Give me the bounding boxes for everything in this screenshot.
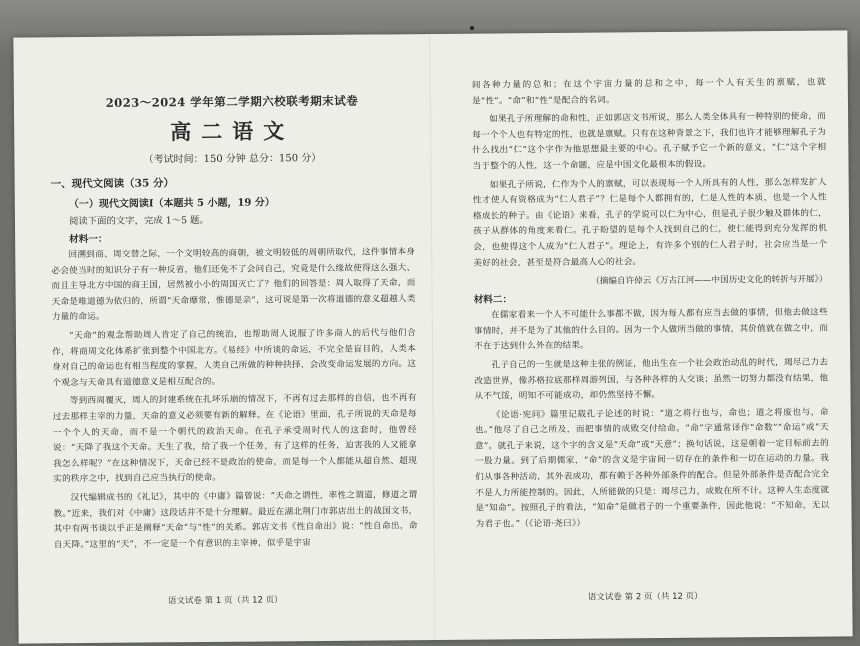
page-footer: 语文试卷 第 2 页（共 12 页）	[587, 591, 703, 603]
page-right	[433, 30, 852, 640]
page-left	[13, 34, 432, 644]
material-label: 材料一：	[69, 233, 108, 246]
paragraph: 回溯到商、周交替之际，一个文明较高的商朝，被文明较低的周朝所取代，这件事情本身必会使当时的知识分子有一种反省，他们还免不了会问自己，究竟是什么缘故使得这么强大、而且主导北方中国的商王国，居然被小小的周国灭亡了？他们的回答是：周人取得了天命，而天命是唯道德为依归的，所谓“天命靡常，惟德是亲”，这可说是第一次将道德的意义超越人类力量的命运。	[51, 247, 416, 323]
subject-title: 高二语文	[170, 118, 295, 145]
paragraph: 孔子自己的一生就是这种主张的例证，他出生在一个社会政治动乱的时代，竭尽己力去改造世界，像苏格拉底那样周游列国，与各种各样的人交谈；虽然一切努力都没有结果，他从不气馁，明知不可能成功，却仍然坚持不懈。	[474, 357, 829, 402]
paragraph: “天命”的观念帮助周人肯定了自己的统治，也帮助周人说服了许多商人的后代与他们合作，将商周文化体系扩张到整个中国北方。《易经》中所谈的命运，不完全是盲目的，人类本身对自己的命运也有相当程度的掌握，人类自己所做的种种抉择，会改变命运发展的方向。这个观念与天命具有道德意义是相互配合的。	[52, 328, 417, 389]
material-label: 材料二：	[473, 294, 513, 306]
subsection-heading: （一）现代文阅读Ⅰ（本题共 5 小题，19 分）	[68, 197, 275, 211]
page-left-content	[50, 92, 418, 553]
paragraph: 间各种力量的总和；在这个宇宙力量的总和之中，每一个人有天生的禀赋，也就是“性”。“命”和“性”是配合的名词。	[471, 77, 826, 107]
ink-dot	[470, 26, 474, 30]
page-right-content	[472, 73, 830, 534]
paragraph: 等到西周覆灭，周人的封建系统在扎坏乐崩的情况下，不再有过去那样的自信，也不再有过去那样主宰的力量，天命的意义必须要有新的解释。在《论语》里面，孔子所说的天命是每一个个人的天命，而不是一个朝代的政治天命。在孔子承受周时代人的这套时，他曾经说：“天降了我这个天命。天生了我，给了我一个任务，有了这样的任务，迫害我的人又能拿我怎么样呢？”在这种情况下，天命已经不是政治的使命，而是每一个人都能从超自然、超现实的秩序之中，找到自己应当执行的使命。	[52, 393, 418, 485]
exam-info: （考试时间：150 分钟 总分：150 分）	[143, 152, 322, 166]
exam-title: 2023～2024 学年第二学期六校联考期末试卷	[105, 93, 359, 110]
paragraph: 在儒家看来一个人不可能什么事都不做，因为每人都有应当去做的事情，但他去做这些事情时，并不是为了其他的什么目的。因为一个人做所当做的事情，其价值就在做之中，而不在于达到什么外在的结果。	[473, 307, 828, 352]
paragraph: 汉代编辑成书的《礼记》，其中的《中庸》篇曾说：“天命之谓性，率性之谓道，修道之谓教。”近来，我们对《中庸》这段话并不是十分理解。最近在湖北荆门市郭店出土的战国文书，其中有两书谈以乎正是阐释“天命”与“性”的关系。郭店文书《性自命出》说：“性自命出，命自天降。”这里的“天”，不一定是一个有意识的主宰神，似乎是宇宙	[53, 490, 418, 551]
section-heading: 一、现代文阅读（35 分）	[50, 177, 174, 191]
paragraph: 《论语·宪问》篇里记载孔子论述的时说：“道之将行也与，命也；道之将废也与，命也。”他尽了自己之所及，而把事情的成败交付给命。“命”字通常译作“命数”“命运”或“天意”。就孔子来说，这个字的含义是“天命”或“天意”；换句话说，这是朝着一定目标前去的一股力量。到了后期儒家，“命”的含义是宇宙间一切存在的条件和一切在运动的力量。我们从事各种活动，其外表成功，都有赖于各种外部条件的配合。但是外部条件是否配合完全不是人力所能控制的。因此，人所能做的只是：竭尽己力，成败在所不计。这种人生态度就是“知命”。按照孔子的看法，“知命”是做君子的一个重要条件，因此他说：“不知命，无以为君子也。”（《论语·尧曰》）	[474, 407, 830, 530]
paragraph: 如果孔子所理解的命和性，正如郭店文书所说，那么人类全体具有一种特别的使命，而每一个个人也有特定的性，也就是禀赋。只有在这种背景之下，我们也许才能够理解孔子为什么找出“仁”这个字作为他思想最主要的中心。孔子赋予它一个新的意义，“仁”这个字相当于整个的人性，这一个命题，应是中国文化最根本的假设。	[472, 111, 827, 172]
paragraph: 如果孔子所说，仁作为个人的禀赋，可以表现每一个人所具有的人性，那么怎样发扩人性才使人有资格成为“仁人君子”？仁是每个人都拥有的，仁是人性的本质，也是一个人性格成长的种子。由《论语》来看，孔子的学说可以仁为中心，但是孔子很少触及群体的仁，孩子从群体的角度来看仁。孔子盼望的是每个人找到自己的仁，使仁能得到充分发挥的机会，也使得这个人成为“仁人君子”。理论上，有许多个别的仁人君子时，社会应当是一个美好的社会，甚至是符合最高人心的社会。	[472, 177, 828, 269]
instruction-text: 阅读下面的文字，完成 1～5 题。	[68, 214, 209, 228]
exam-sheet	[13, 30, 852, 643]
page-footer: 语文试卷 第 1 页（共 12 页）	[167, 595, 283, 607]
source-citation: （摘编自许倬云《万古江河——中国历史文化的转折与开展》）	[591, 274, 828, 287]
